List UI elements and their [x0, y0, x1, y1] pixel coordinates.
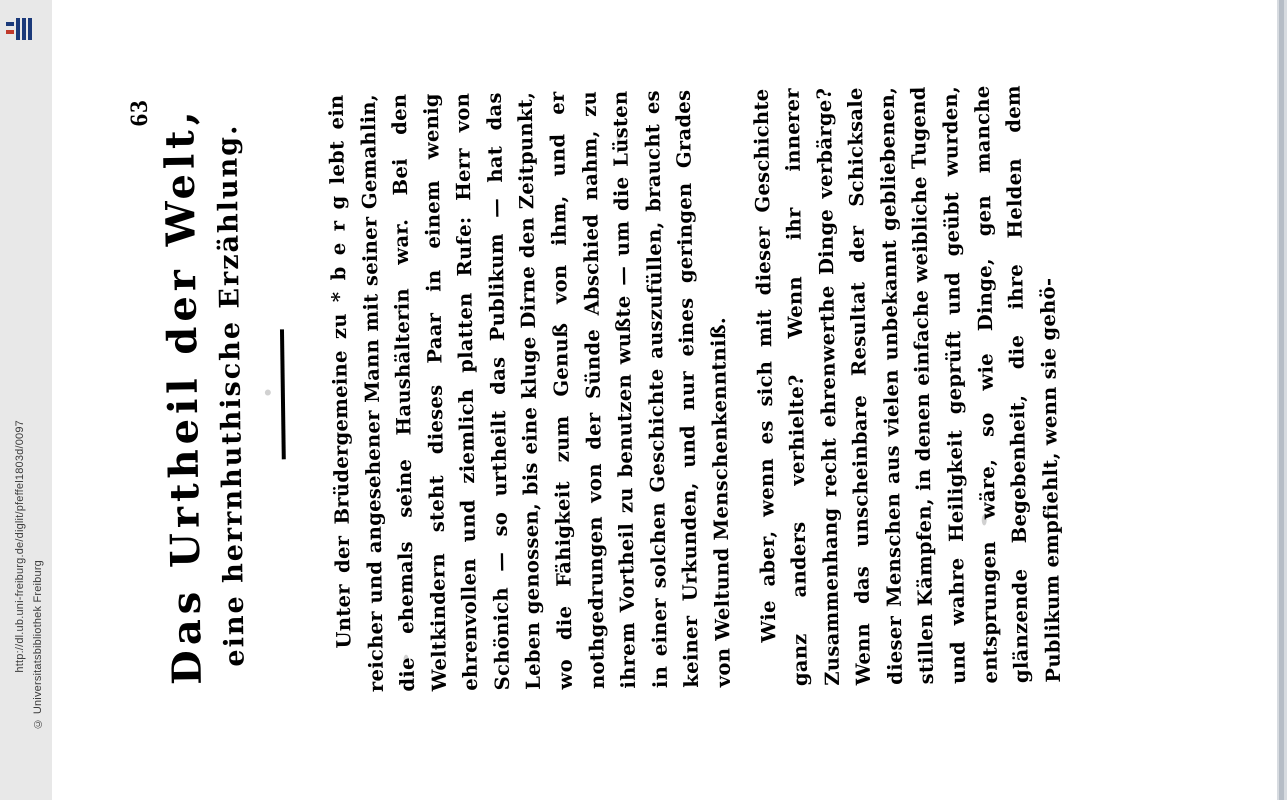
divider-rule [279, 329, 285, 459]
paragraph: Unter der Brüdergemeine zu * b e r g lebt ein reicher und angesehener Mann mit seiner Gemahlin, die ehemals seine Haushälterin war. Bei den Weltkindern steht dieses Paar in einem wenig ehrenvollen und ziemlich platten Rufe: Herr von Schönich — so urtheilt das Publikum — hat das Leben genossen, bis eine kluge Dirne den Zeitpunkt, wo die Fähigkeit zum Genuß von ihm, und er nothgedrungen von der Sünde Abschied nahm, zu ihrem Vortheil zu benutzen wußte — um die Lüsten in einer solchen Geschichte auszufüllen, braucht es keiner Urkunden, und nur eines geringen Grades von Weltund Menschenkenntniß. [324, 89, 735, 693]
copyright-label: © Universitatsbibliothek Freiburg [32, 560, 44, 730]
body-text [320, 84, 1069, 692]
page-viewport[interactable] [52, 0, 1277, 800]
library-logo-icon [6, 18, 40, 44]
scan-edge-artifact [1277, 0, 1287, 800]
source-url-label[interactable]: http://dl.ub.uni-freiburg.de/diglit/pfeffel1803d/0097 [14, 420, 26, 673]
page-title: Das Urtheil der Welt, [155, 106, 211, 686]
paragraph: Wie aber, wenn es sich mit dieser Geschichte ganz anders verhielte? Wenn ihr innerer Zusammenhang recht ehrenwerthe Dinge verbärge? Wenn das unscheinbare Resultat der Schicksale dieser Menschen aus vielen unbekannt gebliebenen, stillen Kämpfen, in denen einfache weibliche Tugend und wahre Heiligkeit geprüft und geübt wurden, entsprungen wäre, so wie Dinge, gen manche glänzende Begebenheit, die ihre Helden dem Publikum empfiehlt, wenn sie gehö- [748, 84, 1065, 687]
title-block [157, 96, 250, 695]
page-number: 63 [125, 99, 153, 127]
page-subtitle: eine herrnhuthische Erzählung. [211, 123, 251, 667]
viewer-meta-strip [0, 0, 53, 800]
scanned-page [94, 12, 1235, 788]
